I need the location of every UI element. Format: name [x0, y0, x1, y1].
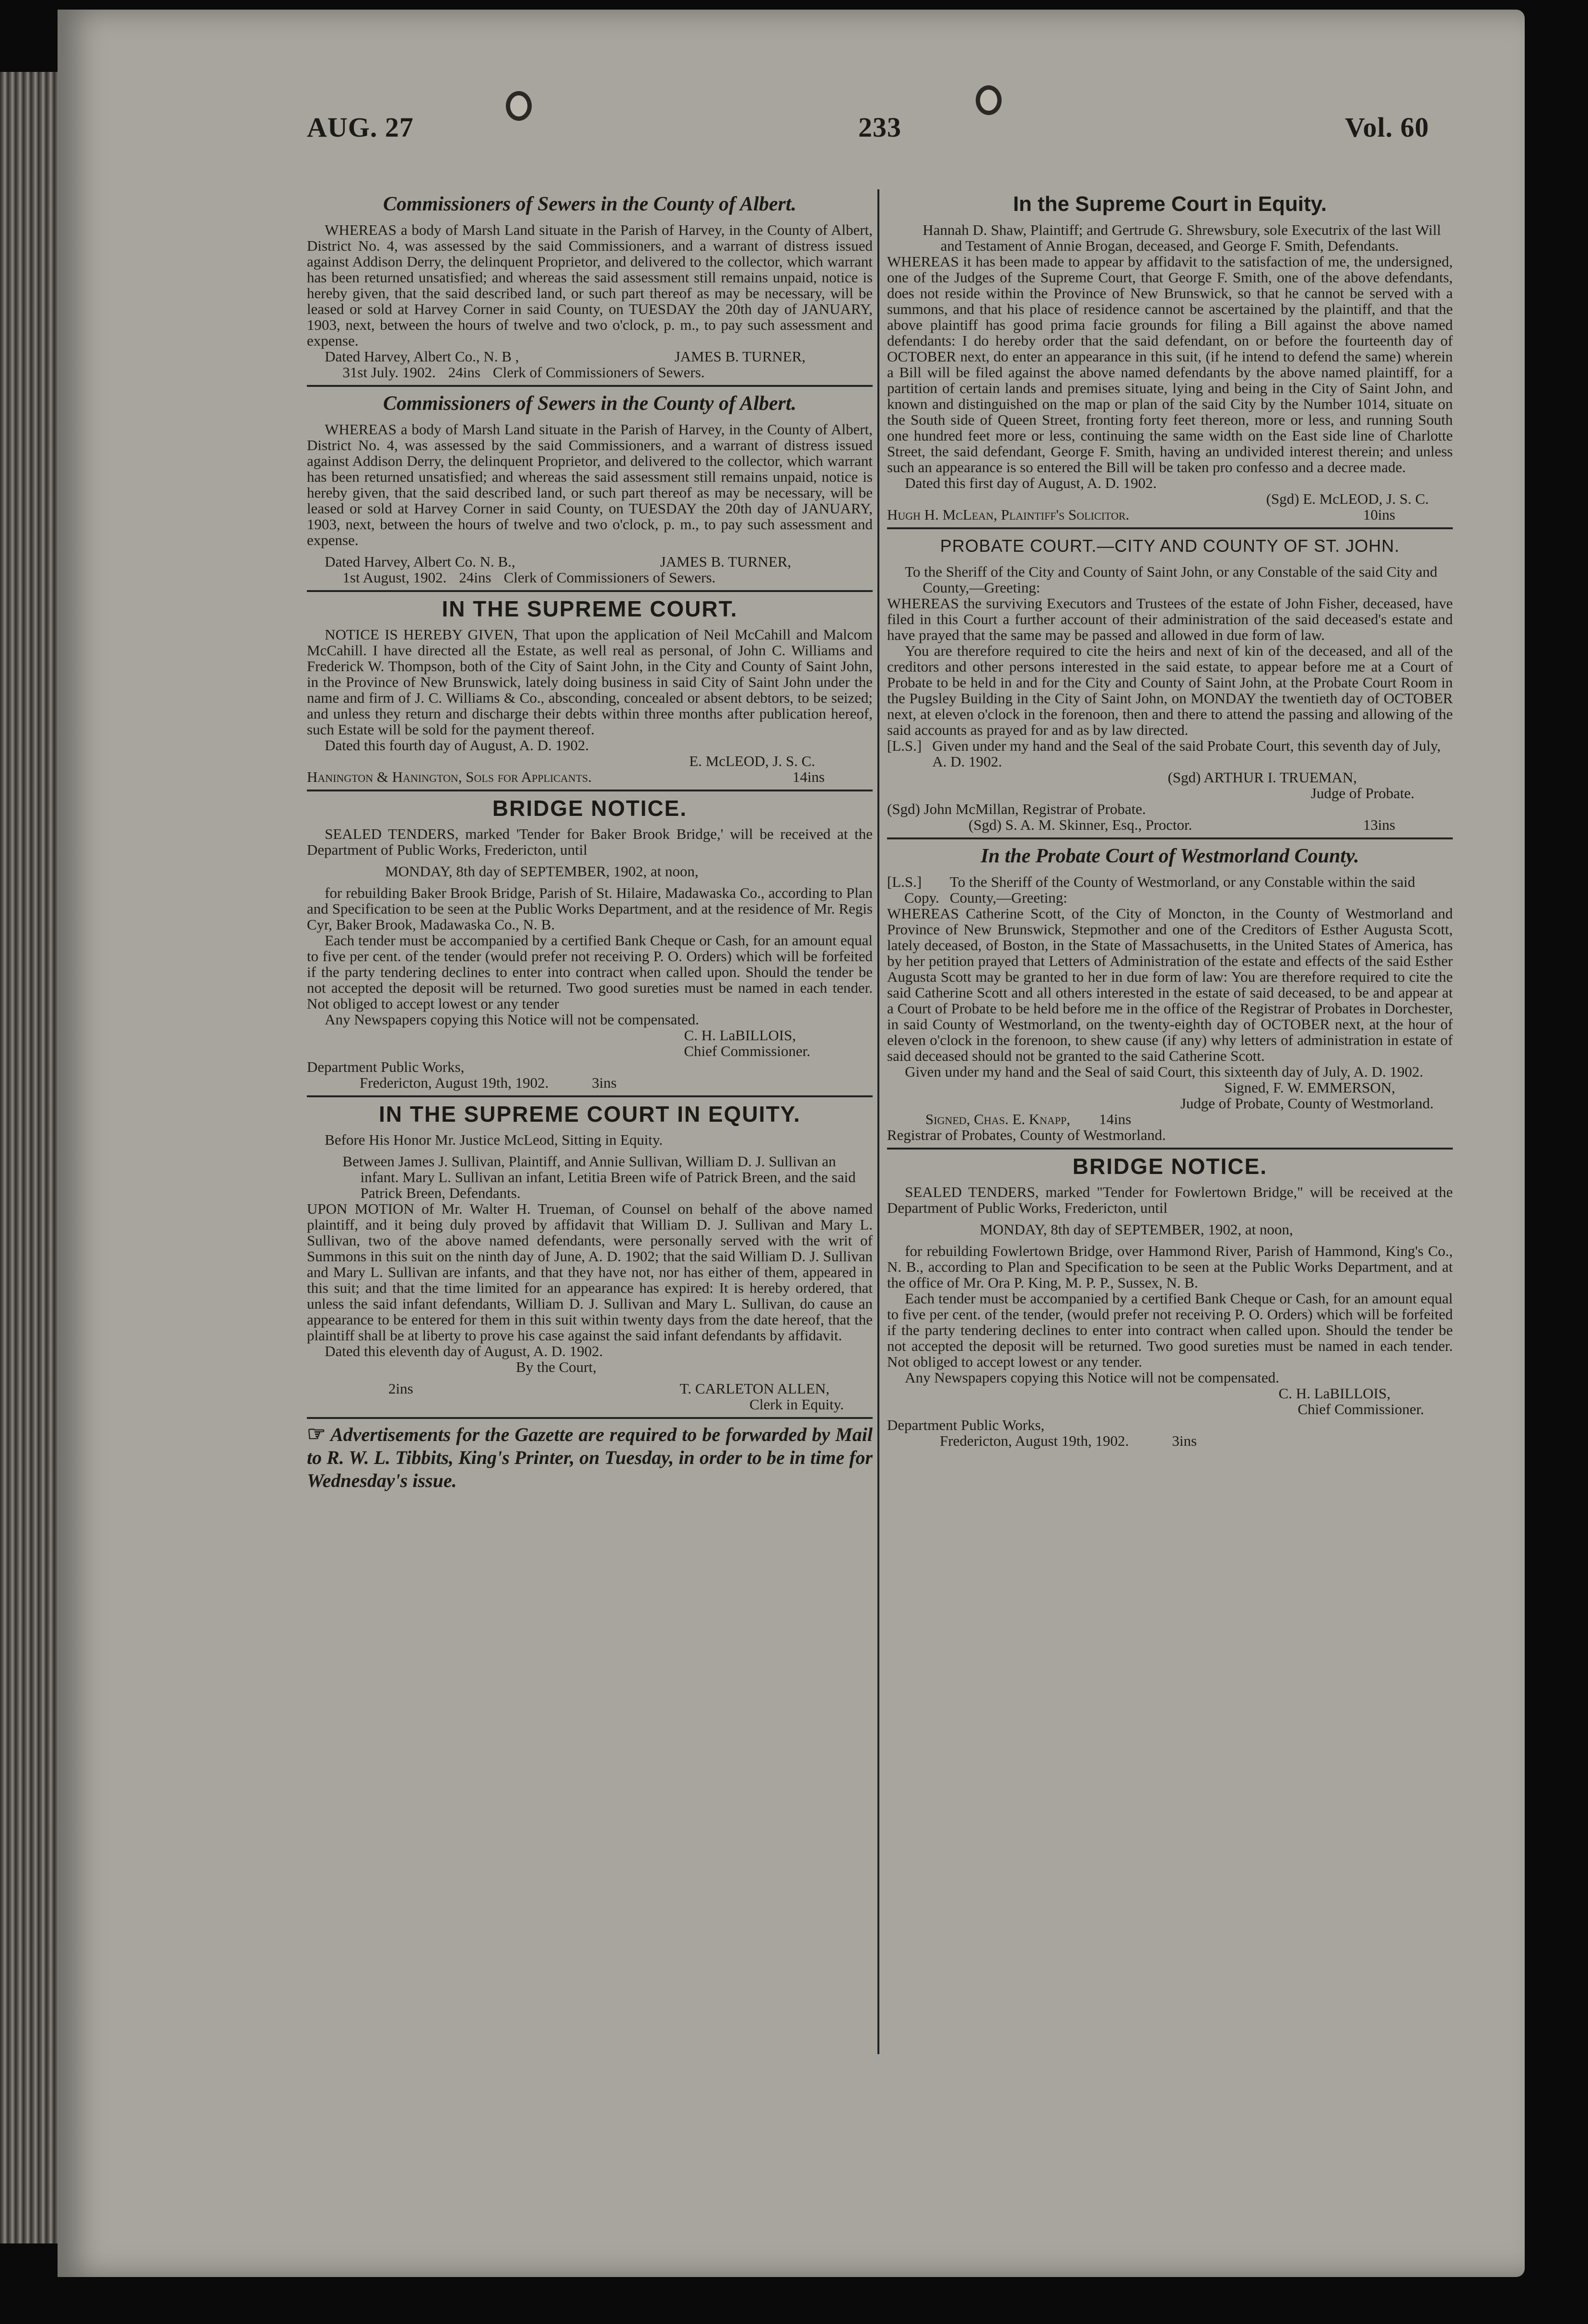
- given-line: Given under my hand and the Seal of said Court, this sixteenth day of July, A. D. 1902.: [905, 1063, 1424, 1080]
- signer-role: Clerk of Commissioners of Sewers.: [492, 364, 705, 381]
- binding-hole-left: [506, 91, 532, 121]
- seal: [L.S.]: [887, 873, 922, 890]
- parties: Between James J. Sullivan, Plaintiff, and Annie Sullivan, William D. J. Sullivan an infant. Mary L. Sullivan an infant, Letitia Breen wife of Patrick Breen, and the said Patrick Breen, Defendants.: [342, 1153, 856, 1201]
- judge-signature: (Sgd) E. McLEOD, J. S. C.: [1266, 490, 1429, 507]
- notice-title: IN THE SUPREME COURT IN EQUITY.: [379, 1102, 801, 1127]
- department-line: Department Public Works,: [307, 1058, 465, 1075]
- department-line: Department Public Works,: [887, 1417, 1045, 1433]
- tender-date: MONDAY, 8th day of SEPTEMBER, 1902, at noon,: [385, 863, 699, 880]
- gazette-text: Advertisements for the Gazette are required to be forwarded by Mail to R. W. L. Tibbits, King's Printer, on Tuesday, in order to be in time for Wednesday's issue.: [307, 1424, 873, 1491]
- insertions: 2ins: [388, 1380, 413, 1397]
- right-column: [887, 189, 1453, 1449]
- judge-role: Judge of Probate, County of Westmorland.: [1180, 1095, 1434, 1112]
- given-line: Given under my hand and the Seal of the said Probate Court, this seventh day of July, A. D. 1902.: [932, 737, 1441, 770]
- pointing-hand-icon: ☞: [307, 1422, 326, 1446]
- insertions: 10ins: [1363, 506, 1395, 523]
- notice-title: Commissioners of Sewers in the County of Albert.: [383, 193, 796, 215]
- notice-body: WHEREAS it has been made to appear by affidavit to the satisfaction of me, the undersigned, one of the Judges of the Supreme Court, that George F. Smith, one of the above defendants, does not reside within the Province of New Brunswick, so that he cannot be served with a summons, and that his place of residence cannot be ascertained by the plaintiff, and that the above plaintiff has good prima facie grounds for filing a Bill against the above named defendants: I do hereby order that the said defendant, on or before the fourteenth day of OCTOBER next, do enter an appearance in this suit, (if he intend to defend the same) wherein a Bill will be filed against the above named defendants by the above named plaintiff, for a partition of certain lands and premises situate, lying and being in the City of Saint John, and known and distinguished on the map or plan of the said City by the Number 1014, situate on the South side of Queen Street, fronting forty feet thereon, more or less, and running South one hundred feet more or less, continuing the same width on the East side line of Charlotte Street, the said defendant, George F. Smith, having an undivided interest therein; and unless such an appearance is so entered the Bill will be taken pro confesso and a decree made.: [887, 253, 1453, 476]
- signer-role: Clerk of Commissioners of Sewers.: [503, 569, 716, 586]
- tender-intro: SEALED TENDERS, marked 'Tender for Baker Brook Bridge,' will be received at the Department of Public Works, Fredericton, until: [307, 825, 873, 858]
- column-divider: [877, 189, 879, 2054]
- solicitor-line: Hugh H. McLean, Plaintiff's Solicitor.: [887, 506, 1130, 523]
- address-line: To the Sheriff of the County of Westmorland, or any Constable within the said County,—Greeting:: [949, 873, 1415, 906]
- shaw-equity-notice: [887, 191, 1453, 523]
- signer-role: Chief Commissioner.: [684, 1043, 810, 1059]
- dated-line: Dated Harvey, Albert Co., N. B ,: [325, 348, 519, 365]
- binding-hole-right: [976, 85, 1002, 115]
- registrar-line: (Sgd) John McMillan, Registrar of Probate.: [887, 801, 1146, 817]
- place-date: Fredericton, August 19th, 1902.: [360, 1074, 549, 1091]
- section-rule: [887, 527, 1453, 529]
- gazette-notice: [307, 1423, 873, 1492]
- notice-title: PROBATE COURT.—CITY AND COUNTY OF ST. JOHN.: [940, 536, 1400, 556]
- proctor-line: (Sgd) S. A. M. Skinner, Esq., Proctor.: [969, 816, 1192, 833]
- notice-body: NOTICE IS HEREBY GIVEN, That upon the application of Neil McCahill and Malcom McCahill. I have directed all the Estate, as well real as personal, of John C. Williams and Frederick W. Thompson, both of the City of Saint John, in the City and County of Saint John, in the Province of New Brunswick, lately doing business in said City of Saint John under the name and firm of J. C. Williams & Co., absconding, concealed or absent debtors, to be seized; and unless they return and discharge their debts within three months after publication hereof, such Estate will be sold for the payment thereof.: [307, 626, 873, 738]
- tender-date: MONDAY, 8th day of SEPTEMBER, 1902, at noon,: [980, 1221, 1293, 1238]
- probate-st-john-notice: [887, 533, 1453, 833]
- header-date: AUG. 27: [307, 112, 414, 143]
- insertions: 13ins: [1363, 816, 1395, 833]
- notice-body: WHEREAS the surviving Executors and Trustees of the estate of John Fisher, deceased, have filed in this Court a further account of their administration of the said deceased's estate and have prayed that the same may be passed and allowed in due form of law.: [887, 595, 1453, 643]
- section-rule: [307, 1095, 873, 1097]
- insertions: 3ins: [592, 1074, 617, 1091]
- address-line: To the Sheriff of the City and County of Saint John, or any Constable of the said City and County,—Greeting:: [905, 563, 1437, 596]
- registrar-line: Registrar of Probates, County of Westmorland.: [887, 1127, 1166, 1143]
- date-line: 31st July. 1902.: [342, 364, 436, 381]
- section-rule: [887, 837, 1453, 839]
- tender-purpose: for rebuilding Fowlertown Bridge, over Hammond River, Parish of Hammond, King's Co., N. B., according to Plan and Specification to be seen at the Public Works Department, and at the office of Mr. Ora P. King, M. P. P., Sussex, N. B.: [887, 1243, 1453, 1291]
- left-column: [307, 189, 873, 1492]
- dated-line: Dated this first day of August, A. D. 1902.: [905, 475, 1157, 491]
- notice-title: BRIDGE NOTICE.: [492, 796, 688, 821]
- supreme-court-equity-notice: [307, 1101, 873, 1412]
- before-line: Before His Honor Mr. Justice McLeod, Sitting in Equity.: [325, 1131, 663, 1148]
- tender-terms: Each tender must be accompanied by a certified Bank Cheque or Cash, for an amount equal to five per cent. of the tender (would prefer not receiving P. O. Orders) which will be forfeited if the party tendering declines to enter into contract when called upon. Should the tender be not accepted the deposit will be returned. Two good sureties must be named in each tender. Not obliged to accept lowest or any tender: [307, 932, 873, 1012]
- westmorland-probate-notice: [887, 843, 1453, 1143]
- judge-signature: E. McLEOD, J. S. C.: [689, 753, 815, 769]
- notice-title: In the Probate Court of Westmorland County.: [981, 845, 1359, 867]
- parties: Hannah D. Shaw, Plaintiff; and Gertrude G. Shrewsbury, sole Executrix of the last Will and Testament of Annie Brogan, deceased, and George F. Smith, Defendants.: [922, 221, 1441, 254]
- dated-line: Dated Harvey, Albert Co. N. B.,: [325, 553, 515, 570]
- signer-role: Clerk in Equity.: [749, 1396, 844, 1413]
- bridge-notice-fowlertown: [887, 1153, 1453, 1449]
- insertions: 24ins: [459, 569, 491, 586]
- dated-line: Dated this eleventh day of August, A. D. 1902.: [325, 1343, 603, 1360]
- section-rule: [307, 590, 873, 592]
- section-rule: [307, 1417, 873, 1419]
- signer-name: JAMES B. TURNER,: [660, 553, 791, 570]
- copy-label: Copy.: [904, 889, 939, 906]
- dated-line: Dated this fourth day of August, A. D. 1902.: [325, 737, 589, 754]
- place-date: Fredericton, August 19th, 1902.: [940, 1432, 1129, 1449]
- sewers-notice-1: [307, 191, 873, 380]
- notice-title: IN THE SUPREME COURT.: [442, 596, 738, 621]
- tender-purpose: for rebuilding Baker Brook Bridge, Parish of St. Hilaire, Madawaska Co., according to Plan and Specification to be seen at the Public Works Department, and at the residence of Mr. Regis Cyr, Baker Brook, Madawaska Co., N. B.: [307, 884, 873, 933]
- notice-title: Commissioners of Sewers in the County of Albert.: [383, 393, 796, 415]
- notice-body-2: You are therefore required to cite the heirs and next of kin of the deceased, and all of the creditors and other persons interested in the said estate, to appear before me at a Court of Probate to be held in and for the City and County of Saint John, at the Probate Court Room in the Pugsley Building in the City of Saint John, on MONDAY the twentieth day of OCTOBER next, at eleven o'clock in the forenoon, then and there to attend the passing and allowing of the said accounts as prayed for and as by law directed.: [887, 642, 1453, 738]
- section-rule: [887, 1148, 1453, 1150]
- section-rule: [307, 790, 873, 791]
- seal: [L.S.]: [887, 737, 922, 754]
- newspapers-line: Any Newspapers copying this Notice will not be compensated.: [905, 1369, 1280, 1386]
- signed-registrar: Signed, Chas. E. Knapp,: [925, 1111, 1071, 1127]
- bridge-notice-baker-brook: [307, 795, 873, 1091]
- notice-body: UPON MOTION of Mr. Walter H. Trueman, of Counsel on behalf of the above named plaintiff, and it being duly proved by affidavit that William D. J. Sullivan and Mary L. Sullivan, two of the above named defendants, were personally served with the writ of Summons in this suit on the ninth day of June, A. D. 1902; that the said William D. J. Sullivan and Mary L. Sullivan are infants, and that they have not, nor has either of them, appeared in this suit; and that the time limited for an appearance has expired: It is hereby ordered, that unless the said infant defendants, William D. J. Sullivan and Mary L. Sullivan, do cause an appearance to be entered for them in this suit within twenty days from the date hereof, that the plaintiff shall be at liberty to prove his case against the said infant defendants by affidavit.: [307, 1200, 873, 1344]
- notice-body: WHEREAS a body of Marsh Land situate in the Parish of Harvey, in the County of Albert, District No. 4, was assessed by the said Commissioners, and a warrant of distress issued against Addison Derry, the delinquent Proprietor, and delivered to the collector, which warrant has been returned unsatisfied; and whereas the said assessment still remains unpaid, notice is hereby given, that the said described land, or such part thereof as may be necessary, will be leased or sold at Harvey Corner in said County, on TUESDAY the 20th day of JANUARY, 1903, next, between the hours of twelve and two o'clock, p. m., to pay such assessment and expense.: [307, 421, 873, 548]
- insertions: 3ins: [1172, 1432, 1197, 1449]
- notice-body: WHEREAS Catherine Scott, of the City of Moncton, in the County of Westmorland and Province of New Brunswick, Stepmother and one of the Creditors of Esther Augusta Scott, lately deceased, of Boston, in the State of Massachusetts, in the United States of America, has by her petition prayed that Letters of Administration of the estate and effects of the said Esther Augusta Scott may be granted to her in due form of law: You are therefore required to cite the said Catherine Scott and all others interested in the estate of said deceased, to be and appear at a Court of Probate to be held before me in the office of the Registrar of Probates in Dorchester, in said County of Westmorland, on the twenty-eighth day of OCTOBER next, at the hour of eleven o'clock in the forenoon, to shew cause (if any) why letters of administration in estate of said deceased should not be granted to the said Catherine Scott.: [887, 905, 1453, 1064]
- notice-title: BRIDGE NOTICE.: [1072, 1154, 1268, 1179]
- signed-judge: Signed, F. W. EMMERSON,: [1224, 1079, 1395, 1096]
- judge-signature: (Sgd) ARTHUR I. TRUEMAN,: [1168, 769, 1357, 786]
- tender-terms: Each tender must be accompanied by a certified Bank Cheque or Cash, for an amount equal to five per cent. of the tender, (would prefer not receiving P. O. Orders) which will be forfeited if the party tendering declines to enter into contract when called upon. Should the tender be not accepted the deposit will be returned. Two good sureties must be named in each tender. Not obliged to accept lowest or any tender.: [887, 1290, 1453, 1370]
- signer-name: JAMES B. TURNER,: [674, 348, 806, 365]
- notice-title: In the Supreme Court in Equity.: [1013, 192, 1327, 216]
- solicitors-line: Hanington & Hanington, Sols for Applicants.: [307, 768, 592, 785]
- judge-role: Judge of Probate.: [1310, 785, 1414, 802]
- tender-intro: SEALED TENDERS, marked "Tender for Fowlertown Bridge," will be received at the Department of Public Works, Fredericton, until: [887, 1184, 1453, 1216]
- supreme-court-notice: [307, 596, 873, 785]
- section-rule: [307, 385, 873, 387]
- by-court: By the Court,: [516, 1359, 596, 1375]
- signer-role: Chief Commissioner.: [1297, 1401, 1424, 1418]
- signer-name: T. CARLETON ALLEN,: [679, 1380, 829, 1397]
- insertions: 14ins: [792, 768, 825, 785]
- notice-body: WHEREAS a body of Marsh Land situate in the Parish of Harvey, in the County of Albert, District No. 4, was assessed by the said Commissioners, and a warrant of distress issued against Addison Derry, the delinquent Proprietor, and delivered to the collector, which warrant has been returned unsatisfied; and whereas the said assessment still remains unpaid, notice is hereby given, that the said described land, or such part thereof as may be necessary, will be leased or sold at Harvey Corner in said County, on TUESDAY the 20th day of JANUARY, 1903, next, between the hours of twelve and two o'clock, p. m., to pay such assessment and expense.: [307, 221, 873, 349]
- date-line: 1st August, 1902.: [342, 569, 447, 586]
- insertions: 14ins: [1099, 1111, 1132, 1127]
- newspapers-line: Any Newspapers copying this Notice will not be compensated.: [325, 1011, 700, 1028]
- header-page-number: 233: [858, 112, 901, 143]
- insertions: 24ins: [448, 364, 480, 381]
- sewers-notice-2: [307, 391, 873, 585]
- header-volume: Vol. 60: [1345, 112, 1429, 143]
- signer-name: C. H. LaBILLOIS,: [684, 1027, 796, 1044]
- signer-name: C. H. LaBILLOIS,: [1278, 1385, 1390, 1402]
